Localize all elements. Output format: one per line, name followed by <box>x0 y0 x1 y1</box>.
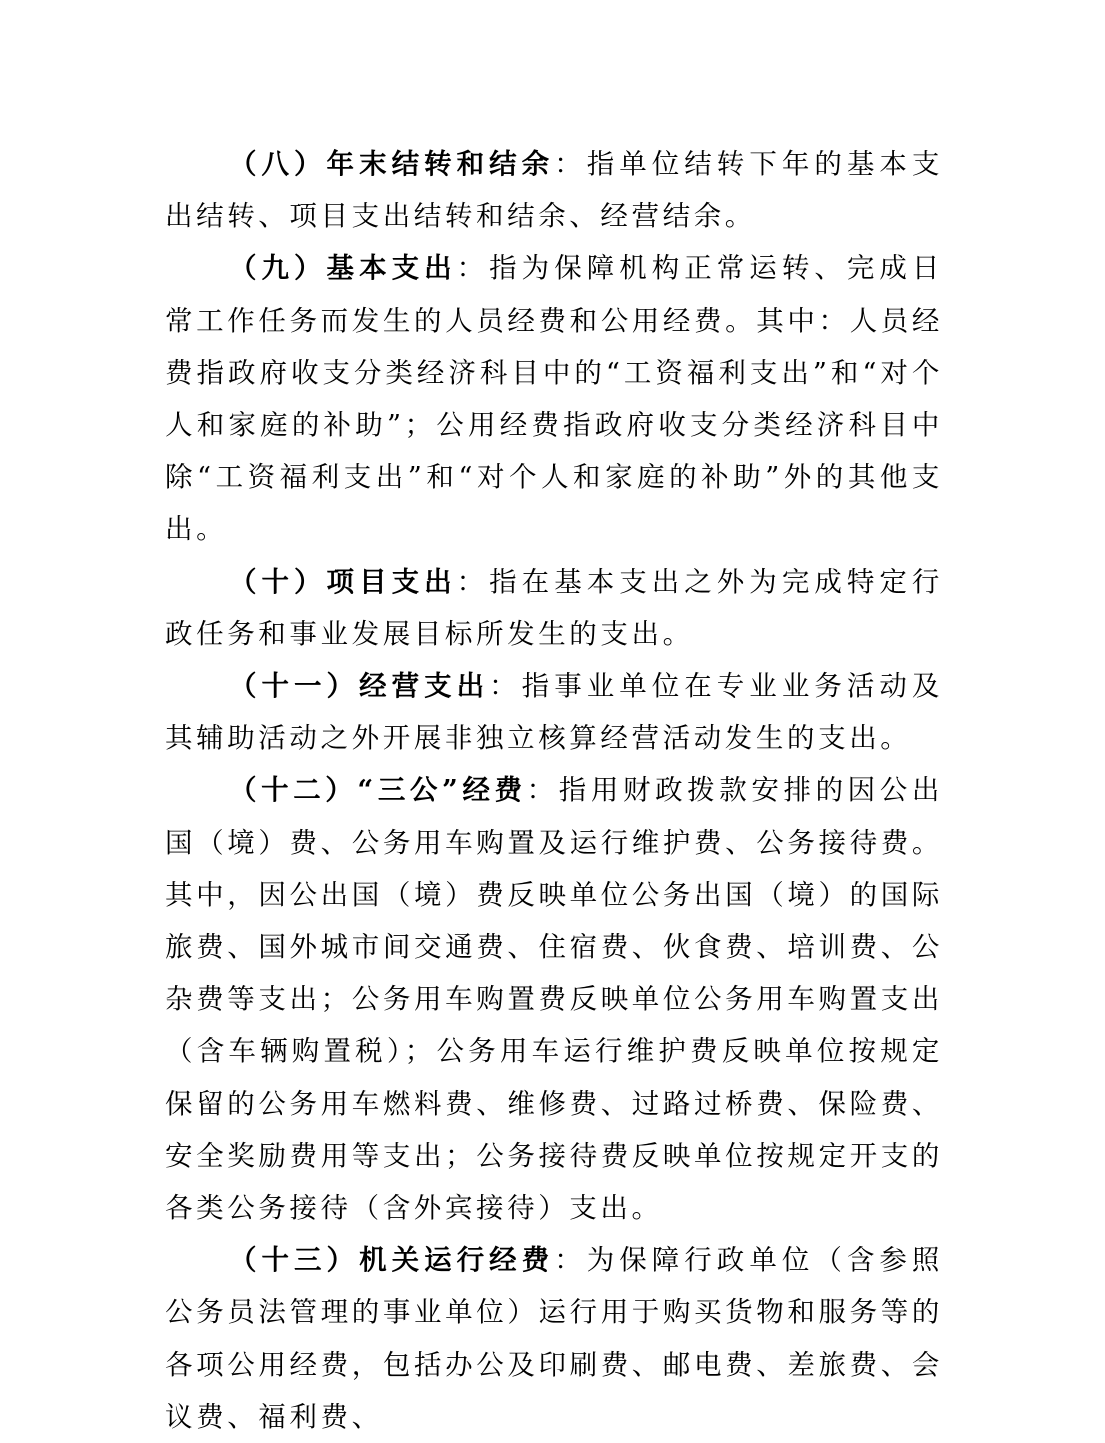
paragraph-text: ：指用财政拨款安排的因公出国（境）费、公务用车购置及运行维护费、公务接待费。其中，因公出国（境）费反映单位公务出国（境）的国际旅费、国外城市间交通费、住宿费、伙食费、培训费、公杂费等支出；公务用车购置费反映单位公务用车购置支出（含车辆购置税）；公务用车运行维护费反映单位按规定保留的公务用车燃料费、维修费、过路过桥费、保险费、安全奖励费用等支出；公务接待费反映单位按规定开支的各类公务接待（含外宾接待）支出。 <box>165 774 943 1225</box>
paragraph-three-public-funds <box>165 764 943 1234</box>
paragraph-basic-expenditure <box>165 242 943 555</box>
paragraph-year-end-balance <box>165 138 943 242</box>
paragraph-heading: （十三）机关运行经费 <box>229 1244 555 1277</box>
paragraph-text: ：指为保障机构正常运转、完成日常工作任务而发生的人员经费和公用经费。其中：人员经费指政府收支分类经济科目中的“工资福利支出”和“对个人和家庭的补助”；公用经费指政府收支分类经济科目中除“工资福利支出”和“对个人和家庭的补助”外的其他支出。 <box>165 252 944 546</box>
paragraph-heading: （十）项目支出 <box>229 565 457 598</box>
paragraph-heading: （十一）经营支出 <box>229 670 490 703</box>
paragraph-text: ：指单位结转下年的基本支出结转、项目支出结转和结余、经营结余。 <box>165 148 944 233</box>
paragraph-project-expenditure <box>165 556 943 660</box>
paragraph-agency-operating-funds <box>165 1234 943 1443</box>
paragraph-heading: （十二）“三公”经费 <box>229 774 527 807</box>
paragraph-text: ：指在基本支出之外为完成特定行政任务和事业发展目标所发生的支出。 <box>165 565 944 650</box>
paragraph-text: ：为保障行政单位（含参照公务员法管理的事业单位）运行用于购买货物和服务等的各项公用经费，包括办公及印刷费、邮电费、差旅费、会议费、福利费、 <box>165 1244 944 1433</box>
paragraph-heading: （九）基本支出 <box>229 252 457 285</box>
paragraph-text: ：指事业单位在专业业务活动及其辅助活动之外开展非独立核算经营活动发生的支出。 <box>165 670 943 755</box>
document-body <box>165 138 943 1443</box>
paragraph-operating-expenditure <box>165 660 943 764</box>
paragraph-heading: （八）年末结转和结余 <box>229 148 555 180</box>
